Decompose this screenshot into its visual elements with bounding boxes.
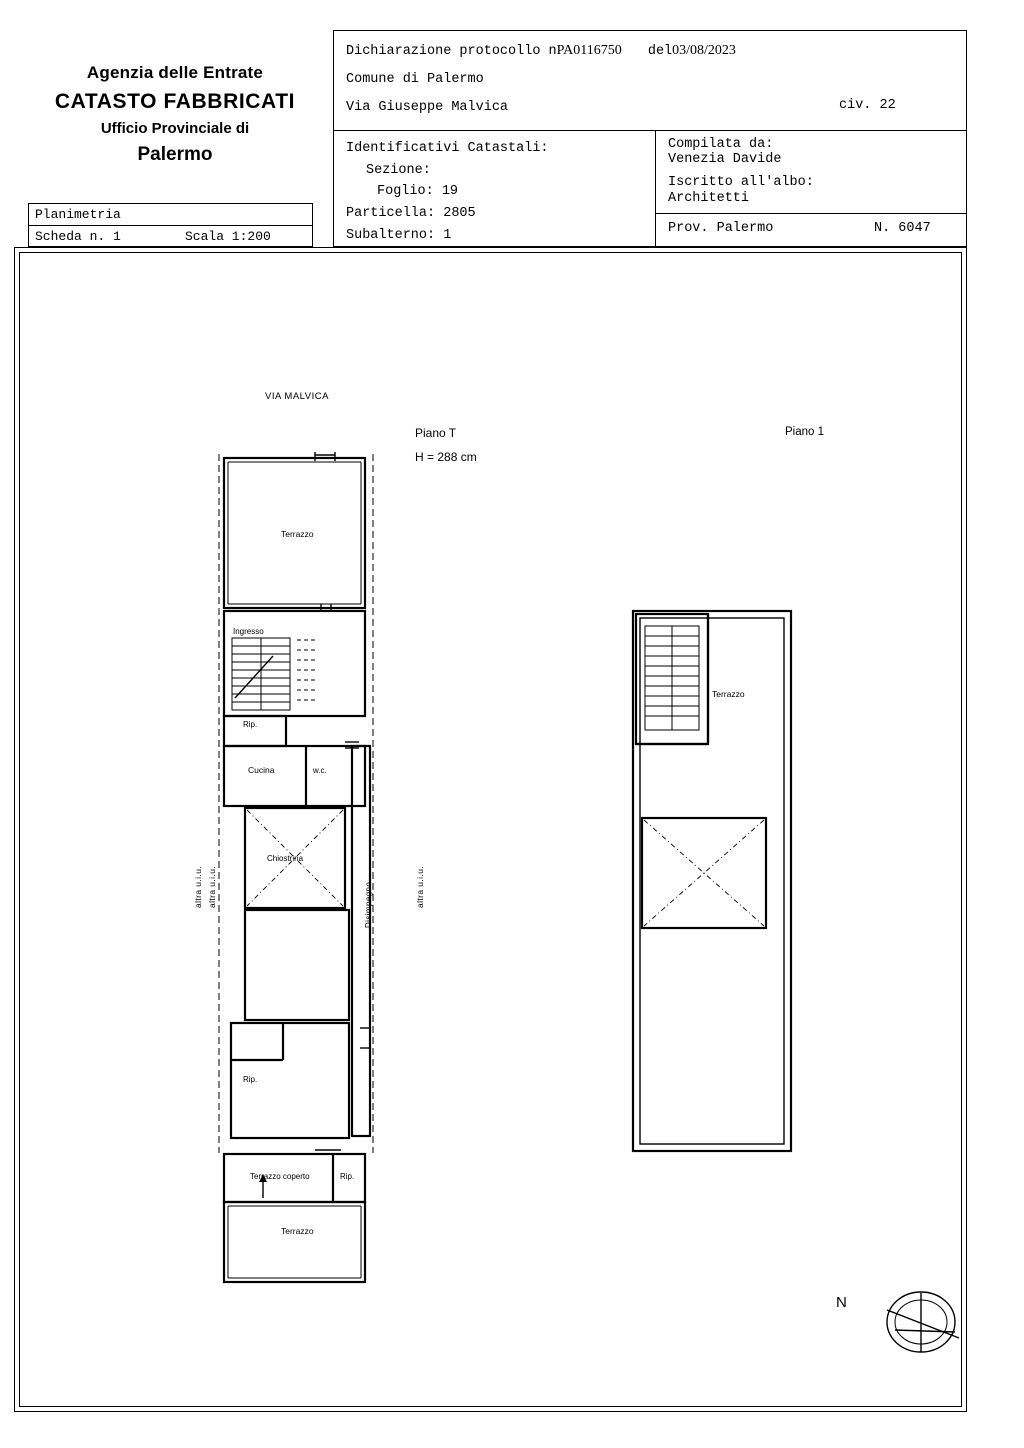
office-city: Palermo <box>137 143 213 165</box>
agency-name: Agenzia delle Entrate <box>86 63 264 82</box>
particella-row <box>346 206 476 221</box>
compilata-value: Venezia Davide <box>668 152 782 167</box>
scala-label: Scala 1:200 <box>185 229 271 244</box>
north-label: N <box>836 1294 847 1311</box>
street-label: VIA MALVICA <box>265 391 329 402</box>
particella-value: 2805 <box>443 206 476 221</box>
room-label-ingresso: Ingresso <box>233 627 264 636</box>
sezione-label: Sezione: <box>366 163 431 178</box>
boundary-label-left: altra u.i.u. <box>193 865 203 908</box>
protocol-label: Dichiarazione protocollo n <box>346 44 557 59</box>
subalterno-value: 1 <box>443 228 452 243</box>
room-label-rip-2: Rip. <box>243 1075 258 1084</box>
boundary-label-left-2: altra u.i.u. <box>207 865 217 908</box>
planimetria-box <box>28 203 313 247</box>
drawing-frame <box>14 247 967 1412</box>
room-label-terrazzo-top: Terrazzo <box>281 529 314 539</box>
room-label-rip-1: Rip. <box>243 720 258 729</box>
room-label-disimpegno: Disimpegno <box>364 881 373 928</box>
identifiers-block <box>334 131 966 246</box>
floor-height-t: H = 288 cm <box>415 450 477 464</box>
particella-label: Particella: <box>346 206 436 221</box>
room-label-terrazzo-bottom: Terrazzo <box>281 1226 314 1236</box>
floor-label-t: Piano T <box>415 426 457 440</box>
planimetria-label: Planimetria <box>29 204 312 226</box>
albo-label: Iscritto all'albo: <box>668 175 814 190</box>
cadastral-identifiers <box>334 131 656 246</box>
room-label-terrazzo-coperto: Terrazzo coperto <box>250 1172 310 1181</box>
foglio-label: Foglio: <box>377 184 434 199</box>
room-label-chiostrina: Chiostrina <box>267 854 304 863</box>
albo-number: N. 6047 <box>874 221 931 236</box>
floor-plan-drawing <box>15 248 968 1413</box>
protocol-value: PA0116750 <box>556 43 622 58</box>
sezione-row <box>366 163 431 178</box>
subalterno-label: Subalterno: <box>346 228 436 243</box>
catasto-title: CATASTO FABBRICATI <box>54 89 296 113</box>
foglio-value: 19 <box>441 184 459 199</box>
boundary-label-right: altra u.i.u. <box>415 865 425 908</box>
compilata-label: Compilata da: <box>668 137 774 152</box>
scheda-label: Scheda n. 1 <box>35 229 121 244</box>
foglio-row <box>377 184 458 199</box>
compiler-block <box>656 131 966 246</box>
prov-label: Prov. Palermo <box>668 221 774 236</box>
date-value: 03/08/2023 <box>672 43 736 58</box>
office-label: Ufficio Provinciale di <box>100 120 250 138</box>
compiler-divider <box>656 213 966 214</box>
comune-value: Comune di Palermo <box>346 72 484 87</box>
room-label-wc: w.c. <box>313 766 327 775</box>
cadastral-title: Identificativi Catastali: <box>346 141 549 156</box>
subalterno-row <box>346 228 451 243</box>
room-label-cucina: Cucina <box>248 765 275 775</box>
declaration-block <box>334 31 966 131</box>
via-value: Via Giuseppe Malvica <box>346 100 509 115</box>
scheda-row <box>29 226 312 247</box>
date-label: del <box>647 44 673 59</box>
floor-label-1: Piano 1 <box>785 426 825 438</box>
agency-header <box>30 62 320 167</box>
protocol-row <box>346 43 736 59</box>
header-table <box>333 30 967 247</box>
civico-value: civ. 22 <box>839 98 896 113</box>
room-label-terrazzo-piano1: Terrazzo <box>712 689 745 699</box>
albo-value: Architetti <box>668 191 750 206</box>
room-label-rip-3: Rip. <box>340 1172 355 1181</box>
